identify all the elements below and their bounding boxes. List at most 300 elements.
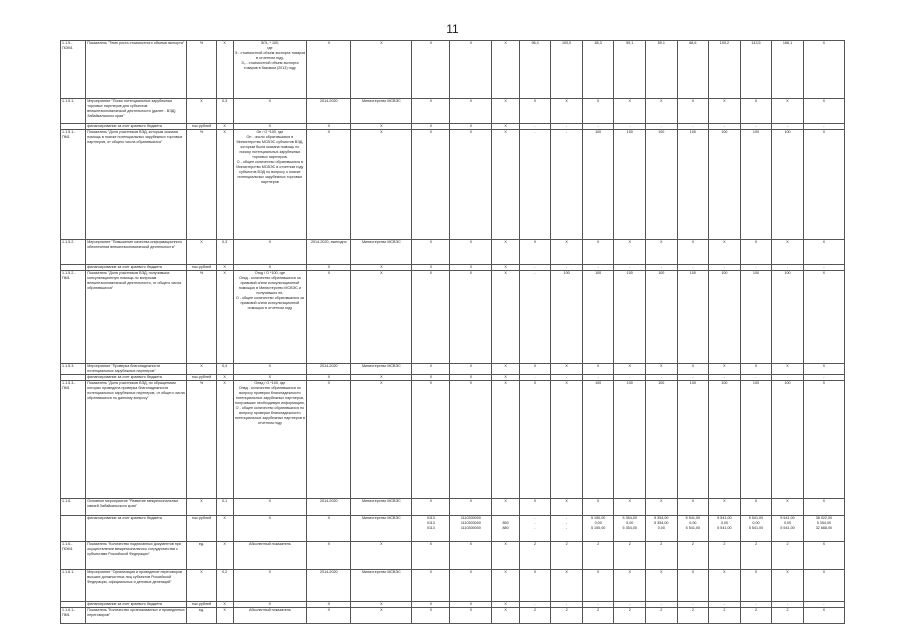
table-cell: Мероприятие "Повышение качества информационного обеспечения внешнеэкономической деятельности" (86, 240, 187, 265)
table-cell: Х (450, 381, 492, 499)
table-cell: 2 (614, 608, 646, 624)
table-cell: - (803, 124, 844, 130)
table-cell: - (551, 602, 583, 608)
table-cell: Оп / О *100, где Оп - число обратившихся в Министерство МСВЭС субъектов ВЭД, которым была оказана помощь по поиску потенциальных зарубежных торговых партнеров, О - общее количество обратившихся в Министерство МСВЭС в отчетном году субъектов ВЭД по вопросу о поиске потенциальных зарубежных торговых партнеров (233, 130, 307, 240)
table-cell: Х (233, 570, 307, 602)
table-cell: Х (646, 99, 678, 124)
table-cell: 100 (677, 381, 709, 499)
table-cell: Х (216, 41, 233, 99)
table-cell: - (551, 375, 583, 381)
table-cell: финансирование за счет краевого бюджета (86, 265, 187, 271)
table-cell: Х (803, 271, 844, 364)
table-cell: тыс.рублей (187, 265, 216, 271)
table-cell: % (187, 41, 216, 99)
table-cell: Х (582, 499, 614, 516)
table-cell: Х (412, 570, 450, 602)
table-cell: 1.1.5.2.- ПМ1 (61, 271, 86, 364)
table-cell: - (582, 265, 614, 271)
table-cell: 2014-2020 (307, 499, 351, 516)
table-cell: - (646, 375, 678, 381)
table-cell: Х (492, 381, 519, 499)
table-cell: Х (803, 41, 844, 99)
table-row (61, 130, 845, 240)
table-cell: Показатель "Доля участников ВЭД, получивших консультационную помощь по вопросам внешнеэкономической деятельности, от общего числа обратившихся" (86, 271, 187, 364)
table-cell: 2 (772, 608, 804, 624)
table-cell: 2 (709, 542, 741, 570)
table-cell: Х (614, 364, 646, 375)
table-cell: Х (492, 124, 519, 130)
table-cell: Э/Э₀ * 100, где Э - стоимостной объем экспорта товаров в отчетном году, Э₀ - стоимостной объем экспорта товаров в базовом (2013) году (233, 41, 307, 99)
table-cell: Х (519, 99, 551, 124)
table-cell: 100 (772, 381, 804, 499)
table-cell: % (187, 271, 216, 364)
table-cell: Х (492, 499, 519, 516)
table-cell: Х (492, 602, 519, 608)
table-cell: Х (216, 271, 233, 364)
table-cell: Х (740, 570, 772, 602)
table-cell: Х (614, 240, 646, 265)
table-cell: 0,2 (216, 570, 233, 602)
table-cell: Показатель "Количество организованных и проведенных переговоров" (86, 608, 187, 624)
table-cell: 1.1.5.3.- ПМ1 (61, 381, 86, 499)
table-cell: - (740, 602, 772, 608)
table-cell: Х (551, 499, 583, 516)
table-cell: Х (216, 602, 233, 608)
table-cell: Х (740, 499, 772, 516)
table-cell: финансирование за счет краевого бюджета (86, 516, 187, 542)
table-cell: - (614, 602, 646, 608)
table-cell: Х (677, 240, 709, 265)
table-cell: - (677, 265, 709, 271)
table-cell: 100 (646, 271, 678, 364)
table-cell: 2014-2020, ежегодно (307, 240, 351, 265)
table-cell: 1.1.5.1. (61, 99, 86, 124)
table-row (61, 516, 845, 542)
table-cell: Х (216, 375, 233, 381)
table-cell: Министерство МСВЭС (351, 364, 412, 375)
table-cell: Х (307, 542, 351, 570)
table-cell: Мероприятие "Проверка благонадежности потенциальных зарубежных партнеров" (86, 364, 187, 375)
table-cell: 98,4 (519, 41, 551, 99)
table-cell: 100 (772, 130, 804, 240)
table-cell: Министерство МСВЭС (351, 499, 412, 516)
table-cell: 100 (646, 130, 678, 240)
table-cell: Х (492, 364, 519, 375)
table-cell: Министерство МСВЭС (351, 99, 412, 124)
table-cell: Х (803, 240, 844, 265)
table-cell: Х (351, 602, 412, 608)
table-cell: 2 (551, 542, 583, 570)
table-cell: 2014-2020 (307, 364, 351, 375)
table-cell: Х (307, 608, 351, 624)
table-cell (61, 516, 86, 542)
table-cell: Х (216, 130, 233, 240)
table-row (61, 570, 845, 602)
table-cell: Х (450, 240, 492, 265)
table-cell: 100 (582, 130, 614, 240)
table-cell: Х (646, 364, 678, 375)
table-cell: % (187, 381, 216, 499)
table-cell: Х (646, 499, 678, 516)
table-cell: Х (307, 130, 351, 240)
table-cell: - (551, 130, 583, 240)
table-row (61, 99, 845, 124)
table-cell: - (614, 124, 646, 130)
table-cell: Х (772, 99, 804, 124)
table-cell: Х (307, 602, 351, 608)
table-cell: 1.1.6.1.- ПМ1 (61, 608, 86, 624)
table-cell: Х (677, 570, 709, 602)
table-row (61, 364, 845, 375)
table-cell: 2 (646, 608, 678, 624)
table-cell: Х (412, 265, 450, 271)
table-cell: Х (519, 240, 551, 265)
table-cell: Х (412, 602, 450, 608)
table-cell: Х (582, 240, 614, 265)
table-row (61, 381, 845, 499)
table-cell: 166,1 (772, 41, 804, 99)
table-cell: 0,1 (216, 499, 233, 516)
table-cell: Х (803, 608, 844, 624)
table-cell: 2 (677, 608, 709, 624)
table-cell: Х (677, 499, 709, 516)
table-cell: 5 541,00 0,00 5 541,00 (772, 516, 804, 542)
table-cell: Х (551, 364, 583, 375)
table-cell: Х (412, 381, 450, 499)
table-cell: - (772, 375, 804, 381)
table-cell: - (519, 124, 551, 130)
table-cell: 100 (582, 381, 614, 499)
table-cell: - (709, 124, 741, 130)
table-cell: Х (412, 364, 450, 375)
table-cell: Х (551, 99, 583, 124)
table-cell: - (551, 124, 583, 130)
table-cell: 1.1.6. (61, 499, 86, 516)
table-cell: Х (519, 381, 551, 499)
table-cell: 5 541,00 0,00 5 541,00 (709, 516, 741, 542)
table-cell: 2 (646, 542, 678, 570)
table-cell: Х (582, 364, 614, 375)
table-cell: Х (551, 570, 583, 602)
table-cell: Х (216, 542, 233, 570)
table-cell: - (519, 602, 551, 608)
table-cell: - (740, 375, 772, 381)
table-row (61, 608, 845, 624)
table-cell: 143,5 (740, 41, 772, 99)
table-cell: 65,3 (582, 41, 614, 99)
table-cell: Х (450, 375, 492, 381)
table-cell: - (709, 375, 741, 381)
table-cell: % (187, 130, 216, 240)
table-cell: Х (772, 240, 804, 265)
table-cell: 2 (740, 608, 772, 624)
table-cell: - - - (519, 516, 551, 542)
table-cell: Х (492, 130, 519, 240)
table-cell: Х (582, 570, 614, 602)
table-cell: 2 (519, 542, 551, 570)
table-cell: 5 541,00 0,00 5 541,00 (740, 516, 772, 542)
table-cell: Х (772, 364, 804, 375)
table-cell: 100 (709, 130, 741, 240)
table-cell: Х (492, 608, 519, 624)
table-cell: Х (803, 570, 844, 602)
table-cell: - (646, 265, 678, 271)
table-cell: Показатель "Темп роста стоимостного объема экспорта" (86, 41, 187, 99)
table-cell: Х (233, 375, 307, 381)
table-cell: Х (412, 499, 450, 516)
table-cell: Х (803, 130, 844, 240)
table-cell: Х (216, 608, 233, 624)
table-row (61, 240, 845, 265)
table-cell: - (582, 602, 614, 608)
table-cell: 2 (582, 542, 614, 570)
table-cell: 5 354,00 0,00 5 354,00 (614, 516, 646, 542)
table-cell: - (551, 265, 583, 271)
table-cell: Х (233, 602, 307, 608)
table-cell: ед. (187, 608, 216, 624)
table-cell: 100 (772, 271, 804, 364)
table-cell: 100 (709, 271, 741, 364)
table-cell: 100 (740, 130, 772, 240)
table-cell: - - - (551, 516, 583, 542)
table-cell: Х (450, 608, 492, 624)
table-cell: 0113 0113 0113 (412, 516, 450, 542)
table-cell: Х (412, 542, 450, 570)
table-cell: 2 (519, 608, 551, 624)
table-cell: 1.1.5.1.- ПМ1 (61, 130, 86, 240)
table-cell: Х (307, 375, 351, 381)
table-cell: - (519, 265, 551, 271)
table-cell: 1.1.5.2. (61, 240, 86, 265)
table-cell: Х (450, 130, 492, 240)
table-cell: - (772, 124, 804, 130)
table-cell: 5 150,00 0,00 5 150,00 (582, 516, 614, 542)
table-cell: Х (803, 364, 844, 375)
table-cell: 5 541,00 0,00 5 541,00 (677, 516, 709, 542)
page-number: 11 (446, 22, 459, 36)
table-cell: Х (709, 570, 741, 602)
table-cell: Х (709, 364, 741, 375)
table-cell: Х (519, 499, 551, 516)
table-cell: Х (233, 516, 307, 542)
table-cell: ед. (187, 542, 216, 570)
table-cell: 5 354,00 5 354,00 0,00 (646, 516, 678, 542)
table-cell: Х (551, 240, 583, 265)
table-cell: - (677, 602, 709, 608)
table-row (61, 542, 845, 570)
table-cell: - (740, 265, 772, 271)
table-cell: Х (233, 240, 307, 265)
table-cell: Х (772, 499, 804, 516)
table-cell: Х (216, 265, 233, 271)
table-cell: Х (351, 542, 412, 570)
table-cell: Показатель "Доля участников ВЭД, по обращениям которых проведена проверка благонадежности потенциальных зарубежных партнеров, от общего числа обратившихся по данному вопросу" (86, 381, 187, 499)
table-cell: Х (450, 41, 492, 99)
table-cell: Министерство МСВЭС (351, 516, 412, 542)
table-cell: 100 (740, 271, 772, 364)
table-cell: Х (307, 124, 351, 130)
table-cell: - (646, 124, 678, 130)
table-cell: 2 (614, 542, 646, 570)
table-cell: 100 (677, 130, 709, 240)
table-cell: Х (412, 608, 450, 624)
table-cell: Х (803, 381, 844, 499)
table-cell: Х (187, 240, 216, 265)
table-cell: Х (351, 381, 412, 499)
table-cell: финансирование за счет краевого бюджета (86, 602, 187, 608)
table-cell: 2 (772, 542, 804, 570)
table-cell: - (646, 602, 678, 608)
table-cell: Х (492, 41, 519, 99)
table-cell: Абсолютный показатель (233, 542, 307, 570)
table-cell: Х (351, 271, 412, 364)
table-cell: Х (307, 41, 351, 99)
table-cell: Х (307, 516, 351, 542)
table-cell: - (614, 265, 646, 271)
table-cell: Х (492, 99, 519, 124)
table-cell: Х (519, 364, 551, 375)
table-cell: 850 880 (492, 516, 519, 542)
table-cell: 0,3 (216, 240, 233, 265)
table-cell: Х (803, 542, 844, 570)
table-cell: Х (216, 381, 233, 499)
table-cell: Х (677, 364, 709, 375)
table-cell: Х (307, 381, 351, 499)
table-cell: Х (351, 375, 412, 381)
table-cell: Х (233, 99, 307, 124)
table-cell: Х (803, 499, 844, 516)
table-cell: Х (614, 99, 646, 124)
table-cell: Х (307, 265, 351, 271)
table-cell: тыс.рублей (187, 516, 216, 542)
table-cell: Х (492, 375, 519, 381)
table-cell: 38 022,00 5 354,00 32 668,00 (803, 516, 844, 542)
table-cell: тыс.рублей (187, 375, 216, 381)
table-cell: Х (412, 130, 450, 240)
table-cell: Абсолютный показатель (233, 608, 307, 624)
table-cell: Х (492, 542, 519, 570)
table-row (61, 41, 845, 99)
table-cell: Х (740, 364, 772, 375)
table-cell: тыс.рублей (187, 124, 216, 130)
table-cell: 100 (646, 381, 678, 499)
table-cell: Х (519, 570, 551, 602)
table-cell: Х (351, 608, 412, 624)
table-cell: Х (351, 41, 412, 99)
table-cell: 2 (551, 608, 583, 624)
table-cell: - (614, 375, 646, 381)
table-cell: 59,1 (646, 41, 678, 99)
table-cell: 1.1.5.- ПОМ1 (61, 41, 86, 99)
table-row (61, 271, 845, 364)
table-cell: 2014-2020 (307, 99, 351, 124)
table-cell: Х (614, 570, 646, 602)
table-cell: Х (450, 364, 492, 375)
table-cell: Х (492, 265, 519, 271)
table-cell: Х (740, 99, 772, 124)
table-cell: Х (551, 381, 583, 499)
table-cell: Х (351, 124, 412, 130)
table-cell: Х (233, 265, 307, 271)
table-cell: Х (450, 602, 492, 608)
table-cell: - (582, 124, 614, 130)
table-cell: Х (450, 542, 492, 570)
table-cell: - (709, 602, 741, 608)
table-cell: Х (582, 99, 614, 124)
table-cell: 2014-2020 (307, 570, 351, 602)
table-cell: - (803, 602, 844, 608)
table-cell: - (772, 265, 804, 271)
table-cell: 0,3 (216, 99, 233, 124)
table-cell: Основное мероприятие "Развитие межрегиональных связей Забайкальского края" (86, 499, 187, 516)
table-cell: Х (492, 240, 519, 265)
table-cell: Откд / О *100, где Опкд - количество обратившихся за правовой и/или консультационной помощью в Министерство МСВЭС и получивших ее, О - общее количество обратившихся за правовой и/или консультационной помощью в отчетном году (233, 271, 307, 364)
table-cell: Мероприятие "Организация и проведение переговоров высших должностных лиц субъектов Российской Федерации, официальных и деловых делегаций" (86, 570, 187, 602)
table-cell: 2 (677, 542, 709, 570)
table-cell: - (582, 375, 614, 381)
table-row (61, 499, 845, 516)
table-cell: Х (450, 499, 492, 516)
table-cell: Х (646, 240, 678, 265)
table-cell: 2 (582, 608, 614, 624)
table-cell: - (677, 375, 709, 381)
table-cell: - (709, 265, 741, 271)
table-cell: Х (803, 99, 844, 124)
table-cell: Х (492, 570, 519, 602)
table-cell: Х (216, 516, 233, 542)
table-cell: Х (646, 570, 678, 602)
table-cell: финансирование за счет краевого бюджета (86, 375, 187, 381)
table-cell: 2 (740, 542, 772, 570)
table-cell: Министерство МСВЭС (351, 570, 412, 602)
table-cell: Х (492, 271, 519, 364)
table-cell: Х (412, 240, 450, 265)
table-cell: - (803, 375, 844, 381)
table-cell: 1.1.5.3. (61, 364, 86, 375)
table-cell: 100 (614, 130, 646, 240)
table-cell: Х (233, 364, 307, 375)
table-cell: Х (740, 240, 772, 265)
table-cell: Х (772, 570, 804, 602)
table-cell: Х (187, 499, 216, 516)
table-cell: Показатель "Количество подписанных документов при осуществлении межрегионального сотрудничества с субъектами Российской Федерации" (86, 542, 187, 570)
table-cell: 100 (709, 381, 741, 499)
table-cell: Х (307, 271, 351, 364)
table-cell: 1.1.6.1. (61, 570, 86, 602)
program-table (60, 40, 845, 624)
table-cell: Х (709, 240, 741, 265)
table-cell: 100 (614, 381, 646, 499)
table-cell: - (740, 124, 772, 130)
table-cell: Х (450, 99, 492, 124)
table-cell: - (519, 375, 551, 381)
table-cell: Х (187, 364, 216, 375)
table-cell: - (803, 265, 844, 271)
table-cell: 100 (740, 381, 772, 499)
table-cell: 0,4 (216, 364, 233, 375)
table-cell: тыс.рублей (187, 602, 216, 608)
table-cell: Х (614, 499, 646, 516)
table-cell: Х (412, 41, 450, 99)
table-cell: Х (412, 124, 450, 130)
table-cell: - (519, 271, 551, 364)
table-cell: Х (450, 271, 492, 364)
table-cell: - (772, 602, 804, 608)
table-cell: Х (351, 130, 412, 240)
table-cell: Х (412, 271, 450, 364)
table-cell: Х (233, 499, 307, 516)
table-cell: Показатель "Доля участников ВЭД, которым оказана помощь в поиске потенциальных зарубежных торговых партнеров, от общего числа обратившихся" (86, 130, 187, 240)
